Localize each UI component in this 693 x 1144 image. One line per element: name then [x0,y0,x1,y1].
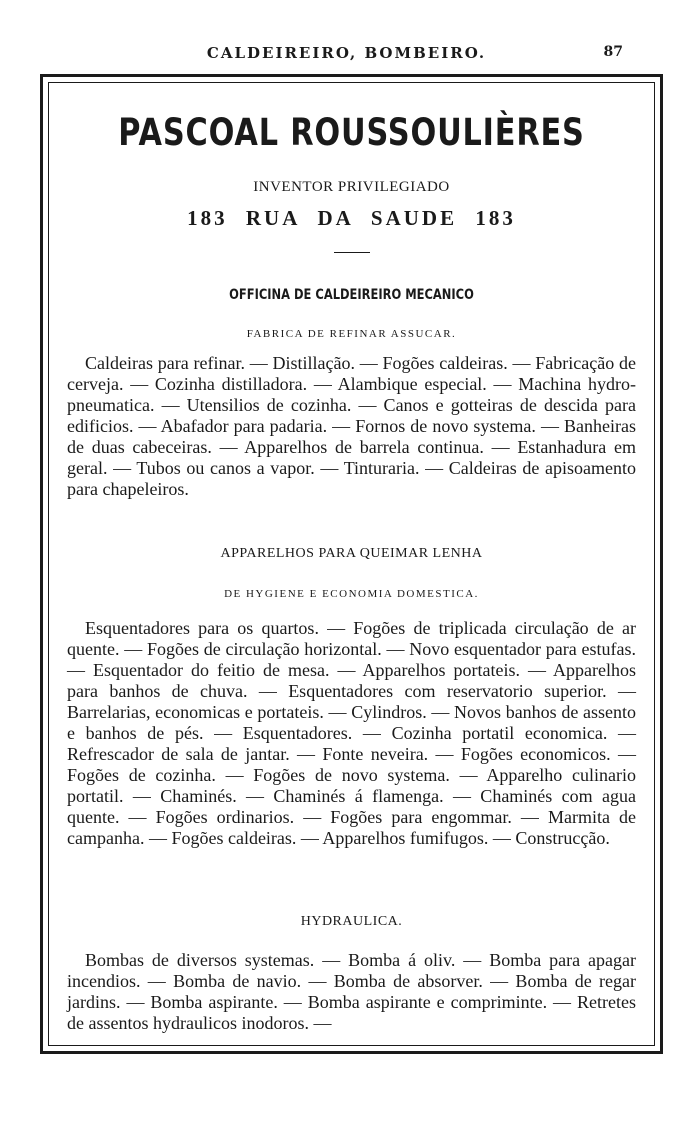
advertisement-frame [40,74,663,1054]
inventor-line: INVENTOR PRIVILEGIADO [253,179,450,195]
page-number: 87 [603,44,623,60]
section-title: OFFICINA DE CALDEIREIRO MECANICO [229,287,474,303]
advertiser-name: PASCOAL ROUSSOULIÈRES [118,111,585,154]
advertisement-inner-frame [48,82,655,1046]
subtitle-firewood: APPARELHOS PARA QUEIMAR LENHA [220,546,483,561]
subtitle-sugar-refinery: FABRICA DE REFINAR ASSUCAR. [246,328,457,340]
divider-rule [334,252,370,253]
address-line: 183 RUA DA SAUDE 183 [187,206,516,230]
running-title: CALDEIREIRO, BOMBEIRO. [206,44,487,62]
running-head [0,44,693,68]
paragraph-boilers: Caldeiras para refinar. — Distillação. — Fogões caldeiras. — Fabricação de cerveja. — Cozinha distilladora. — Alambique especial. — Machina hydro-pneumatica. — Utensilios de cozinha. — Canos e gotteiras de descida para edificios. — Abafador para padaria. — Fornos de novo systema. — Banheiras de duas cabeceiras. — Apparelhos de barrela continua. — Estanhadura em geral. — Tubos ou canos a vapor. — Tinturaria. — Caldeiras de apisoamento para chapeleiros. [67,353,636,499]
subtitle-hygiene: DE HYGIENE E ECONOMIA DOMESTICA. [224,588,479,600]
paragraph-pumps: Bombas de diversos systemas. — Bomba á oliv. — Bomba para apagar incendios. — Bomba de navio. — Bomba de absorver. — Bomba de regar jardins. — Bomba aspirante. — Bomba aspirante e compriminte. — Retretes de assentos hydraulicos inodoros. — [67,950,636,1033]
paragraph-heaters: Esquentadores para os quartos. — Fogões de triplicada circulação de ar quente. — Fogões de circulação horizontal. — Novo esquentador para estufas. — Esquentador do feitio de mesa. — Apparelhos portateis. — Apparelhos para banhos de chuva. — Esquentadores com reservatorio superior. — Barrelarias, economicas e portateis. — Cylindros. — Novos banhos de assento e banhos de pés. — Esquentadores. — Cozinha portatil economica. — Refrescador de sala de jantar. — Fonte neveira. — Fogões economicos. — Fogões de cozinha. — Fogões de novo systema. — Apparelho culinario portatil. — Chaminés. — Chaminés á flamenga. — Chaminés com agua quente. — Fogões ordinarios. — Fogões para engommar. — Marmita de campanha. — Fogões caldeiras. — Apparelhos fumifugos. — Construcção. [67,618,636,848]
subtitle-hydraulics: HYDRAULICA. [300,914,403,929]
